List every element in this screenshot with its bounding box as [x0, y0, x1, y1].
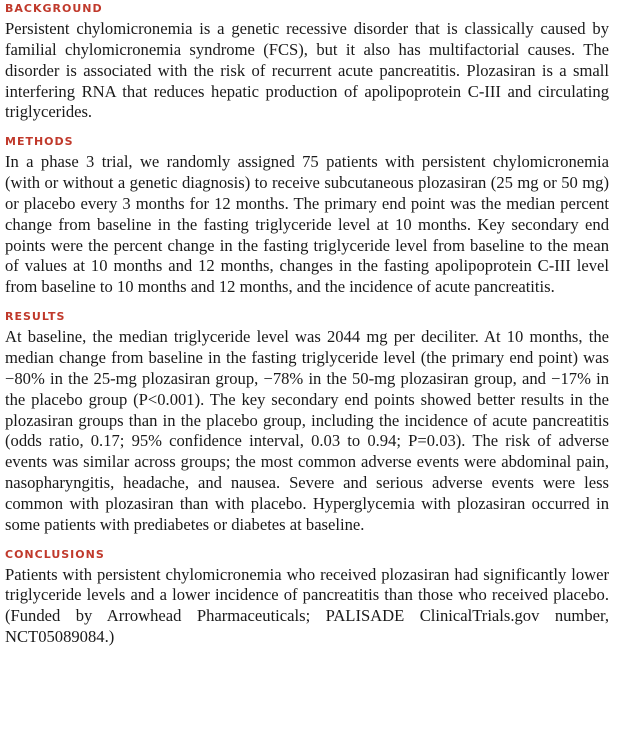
results-section [5, 298, 609, 535]
results-heading: RESULTS [5, 310, 66, 324]
background-text: Persistent chylomicronemia is a genetic recessive disorder that is classically caused by familial chylomicronemia syndrome (FCS), but it also has multifactorial causes. The disorder is associated with the risk of recurrent acute pancreatitis. Plozasiran is a small interfering RNA that reduces hepatic production of apolipoprotein C-III and circulating triglycerides. [5, 19, 609, 122]
conclusions-text: Patients with persistent chylomicronemia who received plozasiran had significantly lower triglyceride levels and a lower incidence of pancreatitis than those who received placebo. (Funded by Arrowhead Pharmaceuticals; PALISADE ClinicalTrials​.gov number, NCT05089084.) [5, 564, 609, 647]
background-heading: BACKGROUND [5, 2, 103, 15]
methods-heading: METHODS [5, 135, 74, 149]
methods-text: In a phase 3 trial, we randomly assigned 75 patients with persistent chylomicronemia (with or without a genetic diagnosis) to receive subcutaneous plozasiran (25 mg or 50 mg) or placebo every 3 months for 12 months. The primary end point was the median percent change from baseline in the fasting triglyceride level at 10 months. Key secondary end points were the percent change in the fasting triglyceride level from baseline to the mean of values at 10 months and 12 months, changes in the fasting apolipoprotein C-III level from baseline to 10 months and 12 months, and the incidence of acute pancreatitis. [5, 152, 609, 297]
background-section [5, 0, 609, 123]
methods-section [5, 123, 609, 298]
conclusions-section [5, 536, 609, 648]
conclusions-heading: CONCLUSIONS [5, 547, 105, 561]
results-text: At baseline, the median triglyceride level was 2044 mg per deciliter. At 10 months, the median change from baseline in the fasting triglyceride level (the primary end point) was −80% in the 25-mg plozasiran group, −78% in the 50-mg plozasiran group, and −17% in the placebo group (P<0.001). The key secondary end points showed better results in the plozasiran groups than in the placebo group, including the incidence of acute pancreatitis (odds ratio, 0.17; 95% confidence interval, 0.03 to 0.94; P=0.03). The risk of adverse events was similar across groups; the most common adverse events were abdominal pain, nasopharyngitis, headache, and nausea. Severe and serious adverse events were less common with plozasiran than with placebo. Hyperglycemia with plozasiran occurred in some patients with prediabetes or diabetes at baseline. [5, 327, 609, 534]
